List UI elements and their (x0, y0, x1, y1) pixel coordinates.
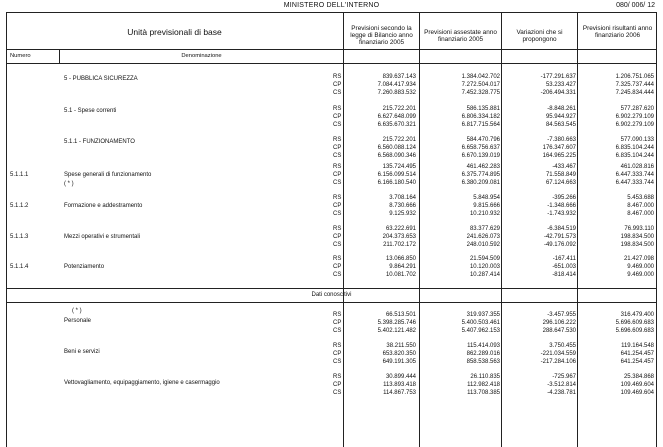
row-value: 215.722.201 (382, 106, 416, 112)
known-row-value: 112.982.418 (467, 382, 500, 388)
row-value: 6.817.715.564 (461, 122, 500, 128)
col2-header: Previsioni assestate anno finanziario 2005 (424, 29, 497, 44)
row-value: 83.377.629 (469, 226, 500, 232)
row-label: 5.1.1 - FUNZIONAMENTO (64, 139, 135, 145)
row-value: 6.375.774.895 (461, 172, 500, 178)
row-number: 5.1.1.2 (10, 203, 29, 209)
row-value: 8.467.000 (627, 203, 654, 209)
known-row-value: 109.469.604 (620, 390, 654, 396)
row-value: 586.135.881 (466, 106, 500, 112)
known-row-value: -3.457.955 (547, 312, 576, 318)
row-value: 6.902.279.109 (615, 114, 654, 120)
row-value: 6.806.334.182 (461, 114, 500, 120)
known-row-value: 5.402.121.482 (377, 328, 416, 334)
known-row-value: 5.400.503.461 (461, 320, 500, 326)
row-value: 6.166.180.540 (377, 180, 416, 186)
known-row-value: 66.513.501 (385, 312, 416, 318)
row-value: -8.848.261 (547, 106, 576, 112)
row-type-cp: CP (333, 172, 342, 178)
row-value: -7.380.663 (547, 137, 576, 143)
known-row-value: 30.899.444 (385, 374, 416, 380)
row-number: 5.1.1.4 (10, 264, 29, 270)
row-value: 53.233.427 (545, 82, 576, 88)
row-type-rs: RS (333, 164, 342, 170)
row-value: 577.090.133 (620, 137, 654, 143)
col3-header: Variazioni che si propongono (516, 29, 563, 44)
row-value: 21.427.098 (623, 256, 654, 262)
row-label: Spese generali di funzionamento (64, 172, 152, 178)
row-value: -6.384.519 (547, 226, 576, 232)
row-value: 577.287.620 (620, 106, 654, 112)
row-value: 13.066.850 (385, 256, 416, 262)
unita-header: Unità previsionali di base (127, 27, 222, 37)
row-value: 67.124.663 (545, 180, 576, 186)
row-value: 7.272.504.017 (461, 82, 500, 88)
row-value: 9.815.666 (473, 203, 500, 209)
known-row-value: 26.110.835 (470, 374, 500, 380)
row-value: 839.637.143 (382, 74, 416, 80)
row-type-cp: CP (333, 264, 342, 270)
known-row-type-rs: RS (333, 343, 342, 349)
known-row-value: -3.512.814 (547, 382, 576, 388)
row-value: 95.944.927 (545, 114, 576, 120)
row-value: 9.125.932 (389, 211, 416, 217)
row-value: 6.156.099.514 (377, 172, 416, 178)
row-value: 6.380.209.081 (461, 180, 500, 186)
section-divider-bottom (6, 302, 657, 303)
row-type-rs: RS (333, 195, 342, 201)
row-value: -167.411 (552, 256, 576, 262)
known-row-value: -221.034.559 (540, 351, 576, 357)
row-value: 6.627.648.099 (377, 114, 416, 120)
row-value: 211.702.172 (383, 242, 416, 248)
known-row-value: 113.893.418 (383, 382, 416, 388)
row-type-rs: RS (333, 256, 342, 262)
row-value: 6.670.139.019 (461, 153, 500, 159)
row-value: 9.864.291 (389, 264, 416, 270)
row-value: 8.730.666 (389, 203, 416, 209)
row-value: 7.452.328.775 (461, 90, 500, 96)
row-value: 1.384.042.702 (461, 74, 500, 80)
row-type-cp: CP (333, 145, 342, 151)
known-row-value: 862.289.016 (466, 351, 500, 357)
row-value: 6.560.088.124 (377, 145, 416, 151)
row-value: 215.722.201 (382, 137, 416, 143)
row-value: -177.291.637 (540, 74, 576, 80)
row-label: Potenziamento (64, 264, 105, 270)
row-value: 7.260.883.532 (377, 90, 416, 96)
row-value: 84.563.545 (545, 122, 576, 128)
section-label: Dati conoscitivi (311, 292, 352, 298)
row-value: 21.594.509 (469, 256, 500, 262)
row-value: 461.028.816 (620, 164, 654, 170)
known-row-value: 5.398.285.746 (377, 320, 416, 326)
known-row-value: 3.750.455 (549, 343, 576, 349)
row-value: -395.266 (552, 195, 576, 201)
row-value: 7.325.737.444 (615, 82, 654, 88)
section-divider-top (6, 288, 657, 289)
known-row-label: Beni e servizi (64, 349, 100, 355)
row-type-cs: CS (333, 242, 342, 248)
row-type-cp: CP (333, 234, 342, 240)
row-value: 3.708.164 (389, 195, 416, 201)
row-value: -651.003 (552, 264, 576, 270)
row-value: 6.568.090.346 (377, 153, 416, 159)
row-value: 10.081.702 (385, 272, 416, 278)
row-value: 76.993.110 (624, 226, 654, 232)
row-type-rs: RS (333, 74, 342, 80)
row-type-cs: CS (333, 180, 342, 186)
row-value: 6.658.756.637 (461, 145, 500, 151)
row-type-cp: CP (333, 114, 342, 120)
row-number: 5.1.1.1 (10, 172, 29, 178)
known-row-value: 316.479.400 (620, 312, 654, 318)
row-value: 135.724.495 (382, 164, 416, 170)
known-row-note: ( * ) (72, 308, 82, 314)
known-row-value: 109.469.604 (620, 382, 654, 388)
known-row-type-cs: CS (333, 359, 342, 365)
row-value: 6.835.104.244 (615, 145, 654, 151)
known-row-type-cs: CS (333, 390, 342, 396)
row-value: 198.834.500 (620, 242, 654, 248)
known-row-label: Personale (64, 318, 92, 324)
row-type-cs: CS (333, 211, 342, 217)
row-type-cs: CS (333, 122, 342, 128)
row-value: 241.626.073 (466, 234, 500, 240)
row-type-cs: CS (333, 153, 342, 159)
row-type-rs: RS (333, 137, 342, 143)
col4-header: Previsioni risultanti anno finanziario 2006 (582, 25, 653, 40)
row-value: 1.206.751.065 (615, 74, 654, 80)
known-row-value: 296.106.222 (542, 320, 576, 326)
denominazione-header: Denominazione (181, 53, 222, 59)
row-value: 6.835.104.244 (615, 153, 654, 159)
known-row-value: 114.867.753 (383, 390, 416, 396)
row-value: 10.210.932 (469, 211, 500, 217)
header-divider (6, 49, 657, 50)
row-value: -49.176.092 (543, 242, 576, 248)
known-row-value: 5.407.962.153 (461, 328, 500, 334)
row-value: 9.469.000 (627, 272, 654, 278)
row-label: 5 - PUBBLICA SICUREZZA (64, 76, 138, 82)
known-row-value: 319.937.355 (466, 312, 500, 318)
row-value: -206.494.331 (540, 90, 576, 96)
known-row-type-cp: CP (333, 320, 342, 326)
known-row-type-rs: RS (333, 374, 342, 380)
row-label: Mezzi operativi e strumentali (64, 234, 141, 240)
row-label: Formazione e addestramento (64, 203, 143, 209)
known-row-value: 5.696.609.683 (615, 328, 654, 334)
ministry-title: MINISTERO DELL'INTERNO (283, 2, 380, 9)
row-value: -818.414 (552, 272, 576, 278)
row-value: 6.635.670.321 (377, 122, 416, 128)
row-value: 6.447.333.744 (615, 172, 654, 178)
known-row-label: Vettovagliamento, equipaggiamento, igiene e casermaggio (64, 380, 220, 386)
row-value: 5.848.954 (473, 195, 500, 201)
row-type-cs: CS (333, 90, 342, 96)
row-value: 6.902.279.109 (615, 122, 654, 128)
row-value: 7.084.417.934 (377, 82, 416, 88)
known-row-value: 858.538.563 (466, 359, 500, 365)
row-value: -1.348.666 (547, 203, 576, 209)
row-type-rs: RS (333, 226, 342, 232)
known-row-value: 288.647.530 (542, 328, 576, 334)
known-row-value: -4.238.781 (547, 390, 576, 396)
known-row-value: 5.696.609.683 (615, 320, 654, 326)
row-value: 10.120.003 (469, 264, 500, 270)
row-value: -1.743.932 (547, 211, 576, 217)
known-row-value: 649.191.305 (382, 359, 416, 365)
page-reference: 080/ 006/ 12 (616, 2, 655, 9)
known-row-value: 641.254.457 (620, 351, 654, 357)
row-number: 5.1.1.3 (10, 234, 29, 240)
row-value: 71.558.849 (545, 172, 576, 178)
subheader-line (6, 63, 331, 64)
row-type-cp: CP (333, 82, 342, 88)
row-label: 5.1 - Spese correnti (64, 108, 117, 114)
row-type-rs: RS (333, 106, 342, 112)
row-value: -42.791.573 (543, 234, 576, 240)
row-value: 461.462.283 (466, 164, 500, 170)
row-value: 10.287.414 (469, 272, 500, 278)
row-value: 5.453.688 (627, 195, 654, 201)
known-row-value: 38.211.550 (386, 343, 416, 349)
row-value: 248.010.592 (466, 242, 500, 248)
row-value: -433.467 (552, 164, 576, 170)
col1-header: Previsioni secondo la legge di Bilancio anno finanziario 2005 (350, 25, 413, 47)
row-value: 9.469.000 (627, 264, 654, 270)
row-value: 6.447.333.744 (615, 180, 654, 186)
row-value: 204.373.653 (382, 234, 416, 240)
row-value: 176.347.607 (542, 145, 576, 151)
known-row-value: 115.414.093 (467, 343, 500, 349)
known-row-value: -725.967 (552, 374, 576, 380)
known-row-value: 119.164.548 (621, 343, 654, 349)
known-row-type-cp: CP (333, 382, 342, 388)
known-row-value: 653.820.350 (382, 351, 416, 357)
known-row-type-rs: RS (333, 312, 342, 318)
row-sublabel: ( * ) (64, 181, 74, 187)
known-row-value: 113.708.385 (467, 390, 500, 396)
row-value: 8.467.000 (627, 211, 654, 217)
known-row-value: 25.384.868 (623, 374, 654, 380)
row-value: 164.965.225 (542, 153, 576, 159)
known-row-value: -217.284.106 (540, 359, 576, 365)
known-row-type-cs: CS (333, 328, 342, 334)
known-row-type-cp: CP (333, 351, 342, 357)
row-value: 7.245.834.444 (615, 90, 654, 96)
numero-header: Numero (10, 53, 31, 59)
row-type-cp: CP (333, 203, 342, 209)
row-value: 584.470.796 (466, 137, 500, 143)
row-type-cs: CS (333, 272, 342, 278)
row-value: 198.834.500 (620, 234, 654, 240)
known-row-value: 641.254.457 (620, 359, 654, 365)
row-value: 63.222.691 (385, 226, 416, 232)
